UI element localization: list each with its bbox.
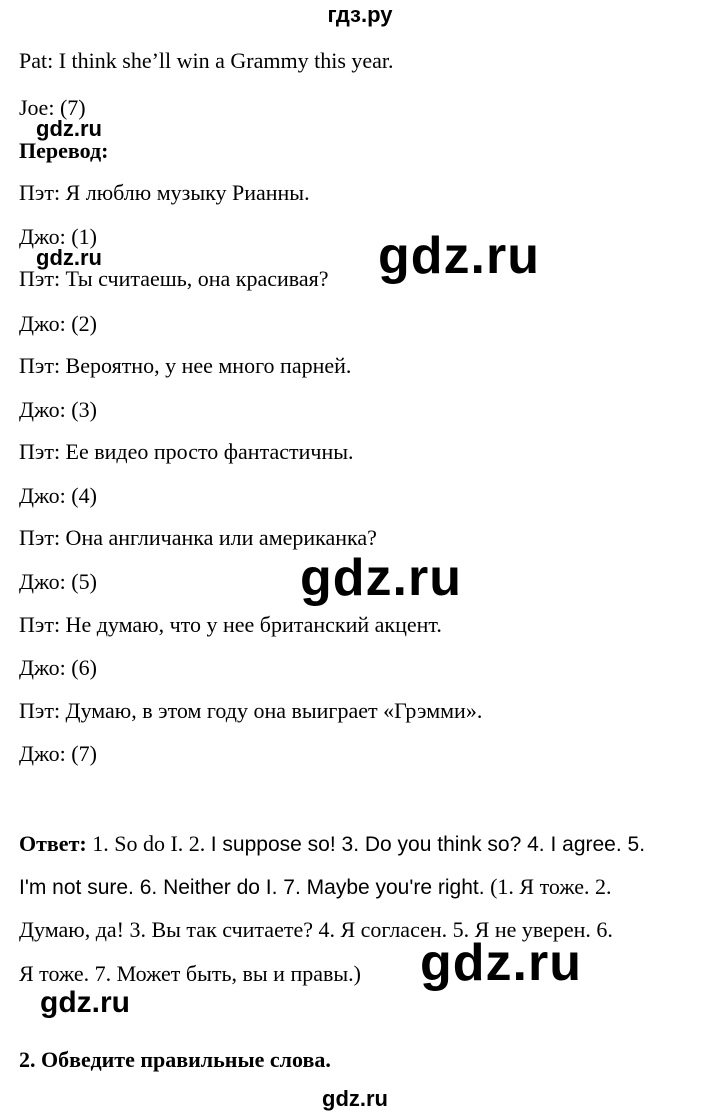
watermark: gdz.ru	[378, 227, 540, 285]
watermark: gdz.ru	[322, 1086, 388, 1111]
translation-line: Джо: (6)	[19, 655, 97, 680]
translation-line: Джо: (5)	[19, 569, 97, 594]
translation-line: Пэт: Я люблю музыку Рианны.	[19, 180, 310, 205]
dialogue-line: Pat: I think she’ll win a Grammy this year.	[19, 48, 394, 73]
dialogue-line: Joe: (7)	[19, 95, 86, 120]
watermark: gdz.ru	[420, 934, 582, 992]
watermark: gdz.ru	[40, 986, 130, 1019]
site-header: гдз.ру	[327, 2, 393, 27]
answer-text: I suppose so! 3. Do you think so? 4. I agree. 5.	[210, 833, 646, 856]
answer-line	[19, 831, 645, 858]
translation-line: Пэт: Ее видео просто фантастичны.	[19, 439, 354, 464]
translation-line: Пэт: Ты считаешь, она красивая?	[19, 266, 329, 291]
answer-text: 1. So do I. 2.	[86, 831, 211, 856]
translation-line: Джо: (1)	[19, 224, 97, 249]
translation-line: Джо: (7)	[19, 741, 97, 766]
translation-line: Пэт: Не думаю, что у нее британский акцент.	[19, 612, 442, 637]
translation-heading: Перевод:	[19, 138, 109, 163]
answer-text: I'm not sure. 6. Neither do I. 7. Maybe you're right.	[19, 876, 485, 899]
translation-line: Пэт: Она англичанка или американка?	[19, 525, 377, 550]
answer-line	[19, 874, 612, 901]
answer-label: Ответ:	[19, 831, 87, 856]
answer-text: (1. Я тоже. 2.	[484, 874, 612, 899]
translation-line: Джо: (3)	[19, 397, 97, 422]
translation-line: Пэт: Думаю, в этом году она выиграет «Грэмми».	[19, 698, 483, 723]
answer-line: Я тоже. 7. Может быть, вы и правы.)	[19, 961, 361, 986]
watermark: gdz.ru	[36, 245, 102, 270]
watermark: gdz.ru	[300, 549, 462, 607]
watermark: gdz.ru	[36, 116, 102, 141]
translation-line: Джо: (4)	[19, 483, 97, 508]
translation-line: Джо: (2)	[19, 311, 97, 336]
next-task-heading: 2. Обведите правильные слова.	[19, 1047, 331, 1072]
translation-line: Пэт: Вероятно, у нее много парней.	[19, 353, 352, 378]
answer-line: Думаю, да! 3. Вы так считаете? 4. Я согласен. 5. Я не уверен. 6.	[19, 917, 613, 942]
